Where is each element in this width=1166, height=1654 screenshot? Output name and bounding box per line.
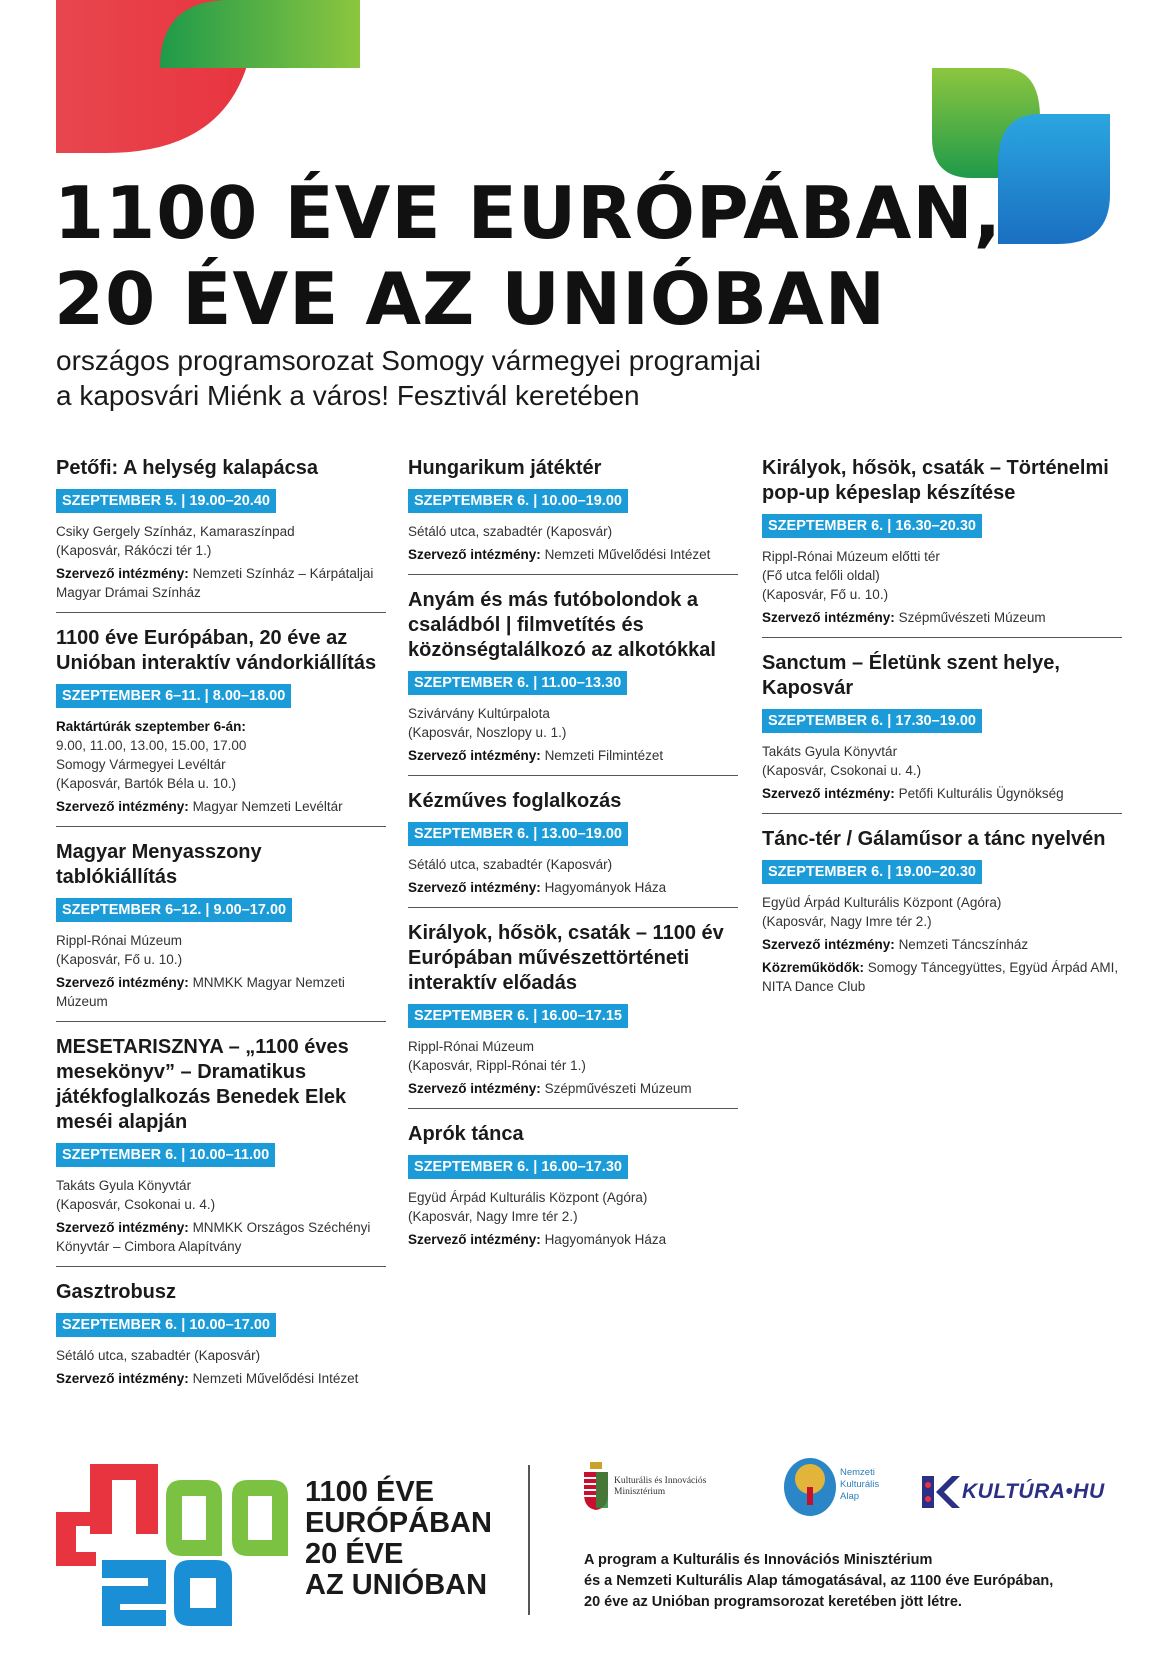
organizer-label: Szervező intézmény: bbox=[56, 1220, 189, 1235]
nka-tree-logo-icon bbox=[783, 1457, 837, 1517]
event-title: Királyok, hősök, csaták – Történelmi pop-up képeslap készítése bbox=[762, 457, 1109, 504]
event-location-line: (Kaposvár, Noszlopy u. 1.) bbox=[408, 725, 567, 740]
hungarian-coat-of-arms-icon bbox=[582, 1462, 610, 1510]
organizer-name: Nemzeti Művelődési Intézet bbox=[544, 547, 711, 562]
event-location-line: Szivárvány Kultúrpalota bbox=[408, 706, 550, 721]
organizer-label: Szervező intézmény: bbox=[56, 1371, 189, 1386]
event-card bbox=[408, 1122, 738, 1259]
footer-logo-text bbox=[305, 1477, 492, 1601]
event-title: Anyám és más futóbolondok a családból | filmvetítés és közönségtalálkozó az alkotókkal bbox=[408, 589, 716, 661]
organizer-name: Nemzeti Színház – Kárpátaljai Magyar Drámai Színház bbox=[56, 566, 374, 600]
sponsor-note bbox=[584, 1550, 1144, 1613]
organizer-name: Nemzeti Művelődési Intézet bbox=[192, 1371, 359, 1386]
event-date-badge: SZEPTEMBER 6. | 16.00–17.15 bbox=[408, 1004, 628, 1028]
ministry-name bbox=[614, 1476, 706, 1498]
subtitle-line-1: országos programsorozat Somogy vármegyei programjai bbox=[56, 345, 761, 376]
organizer-label: Szervező intézmény: bbox=[408, 1081, 541, 1096]
organizer-name: Hagyományok Háza bbox=[544, 880, 667, 895]
event-date-badge: SZEPTEMBER 6. | 19.00–20.30 bbox=[762, 860, 982, 884]
nka-name bbox=[840, 1467, 879, 1503]
event-organizer bbox=[56, 1369, 386, 1388]
event-card bbox=[762, 456, 1122, 638]
program-column-1 bbox=[56, 456, 386, 1411]
event-title: Kézműves foglalkozás bbox=[408, 790, 622, 812]
event-organizer bbox=[408, 1230, 738, 1249]
organizer-name: MNMKK Magyar Nemzeti Múzeum bbox=[56, 975, 345, 1009]
event-title: 1100 éve Európában, 20 éve az Unióban interaktív vándorkiállítás bbox=[56, 627, 377, 674]
organizer-label: Szervező intézmény: bbox=[408, 547, 541, 562]
program-column-3 bbox=[762, 456, 1122, 1019]
program-column-2 bbox=[408, 456, 738, 1272]
event-location-line: Rippl-Rónai Múzeum előtti tér bbox=[762, 549, 940, 564]
event-organizer bbox=[56, 797, 386, 816]
organizer-label: Szervező intézmény: bbox=[762, 610, 895, 625]
event-title: Petőfi: A helység kalapácsa bbox=[56, 457, 318, 479]
event-card bbox=[56, 456, 386, 613]
sponsor-line-2: és a Nemzeti Kulturális Alap támogatásával, az 1100 éve Európában, bbox=[584, 1573, 1054, 1589]
event-title: Tánc-tér / Gálaműsor a tánc nyelvén bbox=[762, 828, 1106, 850]
event-location-line: Együd Árpád Kulturális Központ (Agóra) bbox=[408, 1190, 648, 1205]
event-date-badge: SZEPTEMBER 6. | 11.00–13.30 bbox=[408, 671, 627, 695]
event-organizer bbox=[408, 1079, 738, 1098]
event-date-badge: SZEPTEMBER 6. | 17.30–19.00 bbox=[762, 709, 982, 733]
event-location-line: Együd Árpád Kulturális Központ (Agóra) bbox=[762, 895, 1002, 910]
event-date-badge: SZEPTEMBER 6. | 10.00–11.00 bbox=[56, 1143, 275, 1167]
organizer-name: Szépművészeti Múzeum bbox=[544, 1081, 692, 1096]
event-location-line: (Kaposvár, Fő u. 10.) bbox=[762, 587, 889, 602]
event-title: MESETARISZNYA – „1100 éves mesekönyv” – Dramatikus játékfoglalkozás Benedek Elek meséi alapján bbox=[56, 1036, 349, 1133]
event-title: Hungarikum játéktér bbox=[408, 457, 602, 479]
event-card bbox=[56, 1035, 386, 1267]
event-location-line: Rippl-Rónai Múzeum bbox=[408, 1039, 535, 1054]
event-organizer bbox=[408, 545, 738, 564]
event-location-line: Sétáló utca, szabadtér (Kaposvár) bbox=[408, 524, 613, 539]
event-card bbox=[762, 651, 1122, 814]
nka-line-1: Nemzeti bbox=[840, 1467, 875, 1478]
event-card bbox=[408, 789, 738, 908]
organizer-name: Nemzeti Filmintézet bbox=[544, 748, 664, 763]
organizer-label: Szervező intézmény: bbox=[408, 1232, 541, 1247]
event-card bbox=[408, 588, 738, 776]
event-location-line: 9.00, 11.00, 13.00, 15.00, 17.00 bbox=[56, 738, 247, 753]
event-organizer bbox=[762, 935, 1122, 954]
event-date-badge: SZEPTEMBER 6. | 13.00–19.00 bbox=[408, 822, 628, 846]
organizer-label: Szervező intézmény: bbox=[408, 748, 541, 763]
event-organizer bbox=[762, 608, 1122, 627]
event-card bbox=[56, 840, 386, 1022]
ministry-line-2: Minisztérium bbox=[614, 1487, 666, 1497]
logo-line-3: 20 ÉVE bbox=[305, 1538, 404, 1570]
nka-line-2: Kulturális bbox=[840, 1479, 880, 1490]
event-date-badge: SZEPTEMBER 6. | 10.00–17.00 bbox=[56, 1313, 276, 1337]
event-location-line: (Kaposvár, Bartók Béla u. 10.) bbox=[56, 776, 237, 791]
decor-leaf-blue-right bbox=[998, 114, 1110, 244]
logo-line-4: AZ UNIÓBAN bbox=[305, 1569, 488, 1601]
decor-leaf-green-top bbox=[160, 0, 360, 68]
sponsor-line-3: 20 éve az Unióban programsorozat keretében jött létre. bbox=[584, 1594, 962, 1610]
1100-20-logo-icon bbox=[56, 1460, 292, 1626]
logo-line-1: 1100 ÉVE bbox=[305, 1476, 434, 1508]
event-location-line: (Kaposvár, Nagy Imre tér 2.) bbox=[762, 914, 932, 929]
organizer-label: Szervező intézmény: bbox=[56, 799, 189, 814]
event-organizer bbox=[56, 1218, 386, 1256]
event-card bbox=[408, 456, 738, 575]
event-location-line: Rippl-Rónai Múzeum bbox=[56, 933, 183, 948]
kultura-hu-logo: KULTÚRA•HU bbox=[962, 1480, 1105, 1503]
organizer-label: Szervező intézmény: bbox=[762, 786, 895, 801]
event-title: Gasztrobusz bbox=[56, 1281, 177, 1303]
event-title: Aprók tánca bbox=[408, 1123, 524, 1145]
title-line-2: 20 ÉVE AZ UNIÓBAN bbox=[54, 257, 886, 341]
organizer-name: Magyar Nemzeti Levéltár bbox=[192, 799, 343, 814]
event-organizer bbox=[408, 878, 738, 897]
event-location-line: (Kaposvár, Csokonai u. 4.) bbox=[762, 763, 922, 778]
event-location-line: (Fő utca felőli oldal) bbox=[762, 568, 880, 583]
event-location-line: (Kaposvár, Rippl-Rónai tér 1.) bbox=[408, 1058, 586, 1073]
event-location-line: (Kaposvár, Nagy Imre tér 2.) bbox=[408, 1209, 578, 1224]
sponsor-line-1: A program a Kulturális és Innovációs Minisztérium bbox=[584, 1552, 933, 1568]
event-card bbox=[408, 921, 738, 1109]
event-date-badge: SZEPTEMBER 6. | 16.30–20.30 bbox=[762, 514, 982, 538]
page-title bbox=[54, 170, 1002, 342]
event-organizer bbox=[56, 973, 386, 1011]
event-location-line: (Kaposvár, Csokonai u. 4.) bbox=[56, 1197, 216, 1212]
event-location-line: Takáts Gyula Könyvtár bbox=[56, 1178, 192, 1193]
contributors-names: Somogy Táncegyüttes, Együd Árpád AMI, NITA Dance Club bbox=[762, 960, 1119, 994]
event-date-badge: SZEPTEMBER 6. | 10.00–19.00 bbox=[408, 489, 628, 513]
organizer-name: Szépművészeti Múzeum bbox=[898, 610, 1046, 625]
title-line-1: 1100 ÉVE EURÓPÁBAN, bbox=[54, 171, 1003, 255]
event-card bbox=[56, 1280, 386, 1398]
nka-line-3: Alap bbox=[840, 1491, 860, 1502]
event-title: Királyok, hősök, csaták – 1100 év Európában művészettörténeti interaktív előadás bbox=[408, 922, 724, 994]
logo-line-2: EURÓPÁBAN bbox=[305, 1507, 492, 1539]
event-date-badge: SZEPTEMBER 5. | 19.00–20.40 bbox=[56, 489, 276, 513]
event-contributors bbox=[762, 958, 1122, 996]
organizer-label: Szervező intézmény: bbox=[56, 566, 189, 581]
organizer-name: MNMKK Országos Széchényi Könyvtár – Cimbora Alapítvány bbox=[56, 1220, 371, 1254]
event-organizer bbox=[56, 564, 386, 602]
organizer-name: Hagyományok Háza bbox=[544, 1232, 667, 1247]
footer-divider bbox=[528, 1465, 530, 1615]
organizer-label: Szervező intézmény: bbox=[408, 880, 541, 895]
event-title: Sanctum – Életünk szent helye, Kaposvár bbox=[762, 652, 1060, 699]
event-location-line: Takáts Gyula Könyvtár bbox=[762, 744, 898, 759]
event-organizer bbox=[408, 746, 738, 765]
event-date-badge: SZEPTEMBER 6–11. | 8.00–18.00 bbox=[56, 684, 291, 708]
event-location-line: (Kaposvár, Fő u. 10.) bbox=[56, 952, 183, 967]
event-organizer bbox=[762, 784, 1122, 803]
event-location-line: Csiky Gergely Színház, Kamaraszínpad bbox=[56, 524, 295, 539]
event-card bbox=[762, 827, 1122, 1006]
event-date-badge: SZEPTEMBER 6. | 16.00–17.30 bbox=[408, 1155, 628, 1179]
kultura-hu-logo-icon bbox=[922, 1476, 960, 1508]
organizer-label: Szervező intézmény: bbox=[56, 975, 189, 990]
event-location-line: Sétáló utca, szabadtér (Kaposvár) bbox=[56, 1348, 261, 1363]
event-location-line: (Kaposvár, Rákóczi tér 1.) bbox=[56, 543, 212, 558]
organizer-label: Szervező intézmény: bbox=[762, 937, 895, 952]
contributors-label: Közreműködők: bbox=[762, 960, 865, 975]
ministry-line-1: Kulturális és Innovációs bbox=[614, 1476, 707, 1486]
event-location-line: Somogy Vármegyei Levéltár bbox=[56, 757, 226, 772]
organizer-name: Petőfi Kulturális Ügynökség bbox=[898, 786, 1064, 801]
event-note: Raktártúrák szeptember 6-án: bbox=[56, 719, 246, 734]
subtitle-line-2: a kaposvári Miénk a város! Fesztivál keretében bbox=[56, 380, 640, 411]
event-location-line: Sétáló utca, szabadtér (Kaposvár) bbox=[408, 857, 613, 872]
event-title: Magyar Menyasszony tablókiállítás bbox=[56, 841, 262, 888]
page-subtitle bbox=[56, 343, 896, 413]
event-date-badge: SZEPTEMBER 6–12. | 9.00–17.00 bbox=[56, 898, 292, 922]
event-card bbox=[56, 626, 386, 827]
organizer-name: Nemzeti Táncszínház bbox=[898, 937, 1029, 952]
